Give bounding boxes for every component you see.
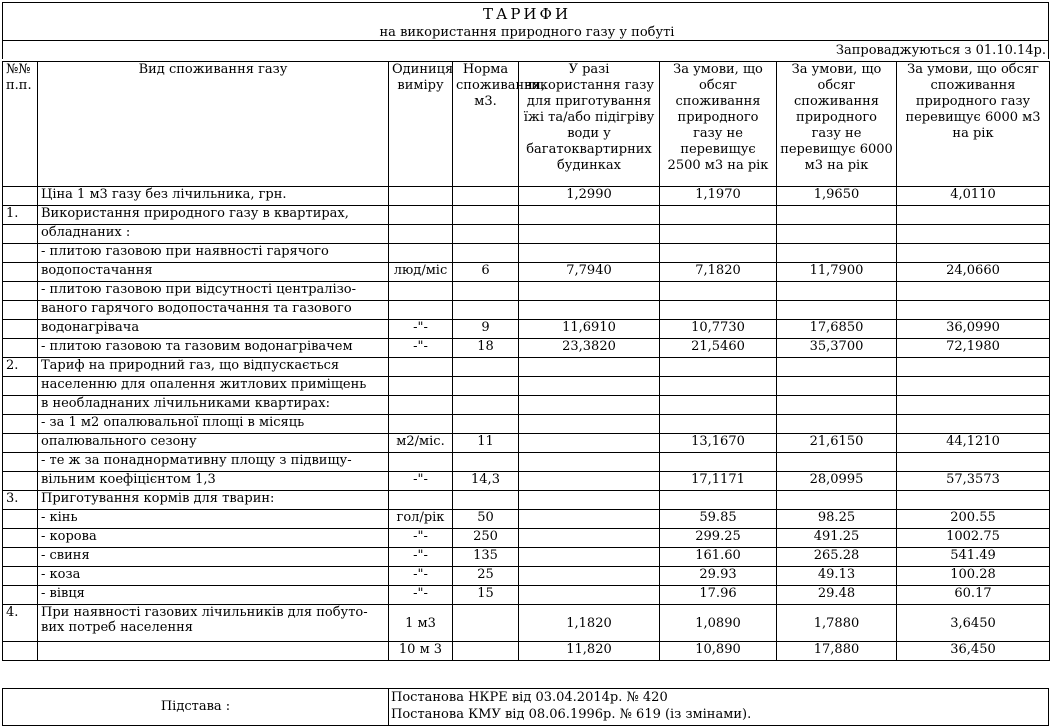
cell-v4 [897,206,1050,225]
cell-unit [389,377,453,396]
cell-name: Тариф на природний газ, що відпускається [38,358,389,377]
table-row [3,567,1050,586]
table-row [3,358,1050,377]
col-header-v2: За умови, що обсяг споживання природного газу не перевищує 2500 м3 на рік [660,62,777,187]
cell-unit [389,301,453,320]
cell-v2 [660,491,777,510]
cell-v3: 17,880 [777,642,897,661]
cell-norm [453,358,519,377]
table-row [3,642,1050,661]
cell-v3: 28,0995 [777,472,897,491]
cell-v4: 541.49 [897,548,1050,567]
cell-v1 [519,472,660,491]
cell-v2 [660,396,777,415]
cell-unit: -"- [389,320,453,339]
cell-v4 [897,301,1050,320]
cell-unit: -"- [389,586,453,605]
cell-name: в необладнаних лічильниками квартирах: [38,396,389,415]
cell-v1: 1,1820 [519,605,660,642]
cell-v2: 299.25 [660,529,777,548]
table-row [3,244,1050,263]
cell-v1: 7,7940 [519,263,660,282]
cell-v1 [519,491,660,510]
cell-v4 [897,358,1050,377]
cell-v3 [777,244,897,263]
table-row [3,377,1050,396]
cell-v3: 21,6150 [777,434,897,453]
cell-norm [453,187,519,206]
footer-source-1: Постанова НКРЕ від 03.04.2014р. № 420 [391,690,668,705]
cell-v4 [897,415,1050,434]
cell-norm: 6 [453,263,519,282]
col-header-unit: Одиниця виміру [389,62,453,187]
cell-v4 [897,377,1050,396]
cell-v3: 29.48 [777,586,897,605]
document-title: ТАРИФИ [482,5,572,23]
cell-name: водопостачання [38,263,389,282]
cell-num [3,548,38,567]
cell-norm: 135 [453,548,519,567]
cell-v4 [897,225,1050,244]
cell-v4 [897,244,1050,263]
cell-name: - корова [38,529,389,548]
cell-name: обладнаних : [38,225,389,244]
cell-unit [389,396,453,415]
cell-v3: 265.28 [777,548,897,567]
table-row [3,225,1050,244]
cell-num [3,339,38,358]
cell-v4: 44,1210 [897,434,1050,453]
cell-v3 [777,301,897,320]
table-row [3,510,1050,529]
cell-norm [453,282,519,301]
cell-name: вільним коефіцієнтом 1,3 [38,472,389,491]
table-row [3,548,1050,567]
cell-v1: 11,6910 [519,320,660,339]
table-row [3,434,1050,453]
cell-v2: 17,1171 [660,472,777,491]
table-row [3,586,1050,605]
cell-v4 [897,491,1050,510]
cell-name: ваного гарячого водопостачання та газового [38,301,389,320]
cell-num: 2. [3,358,38,377]
cell-unit [389,415,453,434]
table-row [3,206,1050,225]
cell-norm: 18 [453,339,519,358]
cell-unit [389,244,453,263]
cell-v4: 24,0660 [897,263,1050,282]
cell-num [3,377,38,396]
col-header-v3: За умови, що обсяг споживання природного газу не перевищує 6000 м3 на рік [777,62,897,187]
cell-v3: 17,6850 [777,320,897,339]
tariff-table [2,61,1050,661]
cell-v4: 200.55 [897,510,1050,529]
cell-name: населенню для опалення житлових приміщень [38,377,389,396]
cell-v1 [519,282,660,301]
cell-num: 1. [3,206,38,225]
cell-name: Використання природного газу в квартирах, [38,206,389,225]
cell-num [3,187,38,206]
cell-norm [453,605,519,642]
cell-v2: 10,890 [660,642,777,661]
cell-norm [453,642,519,661]
cell-unit: -"- [389,529,453,548]
cell-v1 [519,377,660,396]
cell-num [3,301,38,320]
cell-v1 [519,244,660,263]
cell-v3: 491.25 [777,529,897,548]
cell-name: - плитою газовою та газовим водонагрівачем [38,339,389,358]
cell-norm: 15 [453,586,519,605]
cell-num [3,244,38,263]
cell-norm [453,301,519,320]
cell-norm [453,491,519,510]
cell-unit [389,187,453,206]
table-row [3,339,1050,358]
document-subtitle: на використання природного газу у побуті [379,25,675,40]
cell-num [3,453,38,472]
cell-name: - за 1 м2 опалювальної площі в місяць [38,415,389,434]
cell-v3: 11,7900 [777,263,897,282]
cell-v2: 1,1970 [660,187,777,206]
cell-norm [453,415,519,434]
cell-name: При наявності газових лічильників для побуто-вих потреб населення [38,605,389,642]
cell-v4: 3,6450 [897,605,1050,642]
cell-num [3,510,38,529]
col-header-norm: Норма споживання, м3. [453,62,519,187]
cell-name: водонагрівача [38,320,389,339]
cell-v2: 7,1820 [660,263,777,282]
footer-source-2: Постанова КМУ від 08.06.1996р. № 619 (із змінами). [391,707,752,722]
cell-v4: 100.28 [897,567,1050,586]
cell-v1 [519,453,660,472]
cell-norm [453,453,519,472]
footer-basis [2,688,1049,726]
cell-name: Приготування кормів для тварин: [38,491,389,510]
cell-v4: 60.17 [897,586,1050,605]
table-row [3,472,1050,491]
cell-v1 [519,510,660,529]
cell-num [3,642,38,661]
cell-v4: 36,0990 [897,320,1050,339]
cell-norm [453,244,519,263]
cell-norm: 9 [453,320,519,339]
cell-name [38,642,389,661]
cell-unit [389,491,453,510]
cell-v1 [519,358,660,377]
cell-v1 [519,415,660,434]
cell-v1 [519,586,660,605]
cell-v3 [777,491,897,510]
col-header-v4: За умови, що обсяг споживання природного газу перевищує 6000 м3 на рік [897,62,1050,187]
cell-v3 [777,453,897,472]
cell-v4: 72,1980 [897,339,1050,358]
cell-name: - кінь [38,510,389,529]
cell-norm: 11 [453,434,519,453]
cell-unit: 1 м3 [389,605,453,642]
cell-v4: 57,3573 [897,472,1050,491]
cell-unit: -"- [389,339,453,358]
cell-v4: 4,0110 [897,187,1050,206]
table-row [3,187,1050,206]
cell-v3: 35,3700 [777,339,897,358]
cell-name: - вівця [38,586,389,605]
cell-v2 [660,301,777,320]
cell-norm [453,396,519,415]
table-row [3,415,1050,434]
cell-v2 [660,415,777,434]
cell-v2 [660,358,777,377]
table-row [3,263,1050,282]
cell-unit: люд/міс [389,263,453,282]
cell-num [3,529,38,548]
cell-num [3,415,38,434]
table-row [3,282,1050,301]
cell-unit: -"- [389,567,453,586]
cell-v3 [777,206,897,225]
cell-v3 [777,282,897,301]
col-header-v1: У разі використання газу для приготування їжі та/або підігріву води у багатоквартирних будинках [519,62,660,187]
cell-v2 [660,377,777,396]
cell-unit [389,282,453,301]
cell-num [3,434,38,453]
cell-v2: 21,5460 [660,339,777,358]
col-header-num: №№ п.п. [3,62,38,187]
cell-num [3,282,38,301]
effective-date: Запроваджуються з 01.10.14р. [835,43,1046,58]
table-row [3,301,1050,320]
cell-v1: 11,820 [519,642,660,661]
col-header-name: Вид споживання газу [38,62,389,187]
cell-norm [453,206,519,225]
cell-name: - плитою газовою при наявності гарячого [38,244,389,263]
cell-unit: м2/міс. [389,434,453,453]
cell-unit: -"- [389,472,453,491]
cell-name: - плитою газовою при відсутності централізо- [38,282,389,301]
cell-unit: -"- [389,548,453,567]
cell-num: 3. [3,491,38,510]
cell-name: опалювального сезону [38,434,389,453]
cell-num [3,472,38,491]
cell-v2: 1,0890 [660,605,777,642]
table-header-row [3,62,1050,187]
cell-v3 [777,377,897,396]
cell-norm: 250 [453,529,519,548]
cell-v1: 23,3820 [519,339,660,358]
footer-sources [391,689,751,723]
cell-norm: 50 [453,510,519,529]
cell-num [3,320,38,339]
cell-v1 [519,396,660,415]
cell-v3 [777,225,897,244]
cell-num [3,225,38,244]
cell-v1 [519,548,660,567]
cell-v3: 98.25 [777,510,897,529]
cell-v1 [519,225,660,244]
cell-v3 [777,396,897,415]
cell-v2: 17.96 [660,586,777,605]
cell-v3: 1,9650 [777,187,897,206]
cell-v2 [660,244,777,263]
cell-name: - те ж за понаднормативну площу з підвищу- [38,453,389,472]
cell-v3 [777,358,897,377]
cell-v2: 10,7730 [660,320,777,339]
cell-v1 [519,301,660,320]
cell-v3: 49.13 [777,567,897,586]
table-row [3,605,1050,642]
cell-v4: 36,450 [897,642,1050,661]
cell-v1 [519,529,660,548]
cell-name: - коза [38,567,389,586]
cell-unit: гол/рік [389,510,453,529]
table-row [3,396,1050,415]
cell-unit [389,225,453,244]
cell-v4 [897,453,1050,472]
cell-v4: 1002.75 [897,529,1050,548]
cell-num: 4. [3,605,38,642]
cell-name: - свиня [38,548,389,567]
cell-v4 [897,282,1050,301]
cell-v2 [660,206,777,225]
cell-norm [453,225,519,244]
cell-v2 [660,453,777,472]
cell-norm [453,377,519,396]
cell-v3 [777,415,897,434]
cell-norm: 25 [453,567,519,586]
cell-num [3,586,38,605]
cell-num [3,567,38,586]
cell-v1 [519,434,660,453]
cell-norm: 14,3 [453,472,519,491]
cell-v2 [660,282,777,301]
cell-v4 [897,396,1050,415]
cell-v2 [660,225,777,244]
cell-name: Ціна 1 м3 газу без лічильника, грн. [38,187,389,206]
footer-label: Підстава : [3,689,389,725]
cell-unit [389,453,453,472]
cell-v1 [519,567,660,586]
cell-v2: 161.60 [660,548,777,567]
table-row [3,453,1050,472]
table-row [3,320,1050,339]
cell-unit [389,358,453,377]
table-row [3,491,1050,510]
cell-unit [389,206,453,225]
cell-v1 [519,206,660,225]
cell-v1: 1,2990 [519,187,660,206]
cell-unit: 10 м 3 [389,642,453,661]
cell-v3: 1,7880 [777,605,897,642]
cell-num [3,396,38,415]
cell-v2: 59.85 [660,510,777,529]
cell-v2: 13,1670 [660,434,777,453]
cell-num [3,263,38,282]
cell-v2: 29.93 [660,567,777,586]
table-row [3,529,1050,548]
